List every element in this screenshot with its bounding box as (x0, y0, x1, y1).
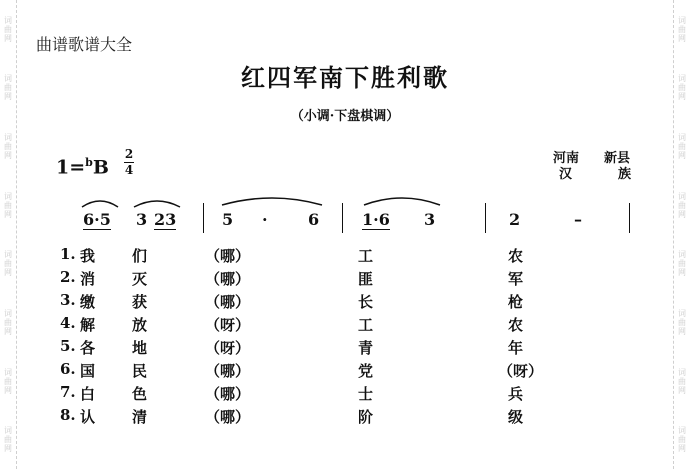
note: · (262, 210, 268, 229)
barline (485, 203, 486, 233)
watermark: 词 曲 网 (678, 426, 686, 454)
time-signature-bottom: 4 (124, 163, 134, 177)
lyric-word: 地 (132, 339, 148, 357)
lyric-row (0, 268, 690, 290)
lyric-word: 清 (132, 408, 148, 426)
watermark: 词 曲 网 (678, 308, 686, 336)
note: 3 (424, 210, 436, 229)
verse-number: 1. (60, 245, 76, 263)
lyric-particle: （哪） (205, 385, 251, 403)
watermark: 词 曲 网 (4, 133, 12, 161)
verse-number: 4. (60, 314, 76, 332)
key-prefix: 1= (56, 156, 86, 179)
slur (132, 195, 182, 209)
watermark: 词 曲 网 (678, 133, 686, 161)
lyric-word: 解 (80, 316, 96, 334)
lyric-particle: （哪） (205, 408, 251, 426)
origin-county (604, 151, 631, 183)
lyric-word: 认 (80, 408, 96, 426)
note: 6 (308, 210, 320, 229)
verse-number: 7. (60, 383, 76, 401)
lyric-word: 们 (132, 247, 148, 265)
watermark: 词 曲 网 (678, 191, 686, 219)
lyric-row (0, 383, 690, 405)
time-signature-top: 2 (124, 147, 134, 161)
lyric-word: 色 (132, 385, 148, 403)
lyric-word: 农 (508, 316, 524, 334)
lyric-word: 消 (80, 270, 96, 288)
lyric-word: 阶 (358, 408, 374, 426)
lyric-word: 匪 (358, 270, 374, 288)
lyric-word: 党 (358, 362, 374, 380)
watermark: 词 曲 网 (4, 308, 12, 336)
watermark: 词 曲 网 (4, 426, 12, 454)
lyric-word: 农 (508, 247, 524, 265)
verse-number: 5. (60, 337, 76, 355)
lyric-word: （呀） (498, 362, 544, 380)
lyric-word: 工 (358, 316, 374, 334)
lyric-row (0, 291, 690, 313)
watermark: 词 曲 网 (4, 191, 12, 219)
time-signature (124, 148, 134, 177)
note: – (574, 210, 582, 229)
watermark: 词 曲 网 (4, 15, 12, 43)
tie (220, 191, 324, 207)
flat-sign: b (85, 156, 93, 169)
lyric-row (0, 245, 690, 267)
note: 3 (136, 210, 148, 229)
origin-ethnicity-label: 汉 (559, 167, 573, 182)
barline (342, 203, 343, 233)
note: 1·6 (362, 210, 390, 229)
lyric-word: 青 (358, 339, 374, 357)
verse-number: 3. (60, 291, 76, 309)
watermark: 词 曲 网 (678, 74, 686, 102)
lyric-row (0, 360, 690, 382)
lyric-word: 国 (80, 362, 96, 380)
lyric-word: 士 (358, 385, 374, 403)
lyric-word: 级 (508, 408, 524, 426)
note: 2 (509, 210, 521, 229)
lyric-word: 灭 (132, 270, 148, 288)
watermark: 词 曲 网 (678, 367, 686, 395)
slur (80, 195, 120, 209)
lyric-row (0, 406, 690, 428)
note: 6·5 (83, 210, 111, 229)
song-subtitle: （小调·下盘棋调） (290, 109, 400, 124)
origin-province: 河南 (553, 151, 580, 166)
notation-line (0, 185, 690, 245)
verse-number: 8. (60, 406, 76, 424)
origin-region (553, 151, 579, 183)
lyric-word: 各 (80, 339, 96, 357)
lyric-word: 工 (358, 247, 374, 265)
watermark: 词 曲 网 (678, 250, 686, 278)
lyric-word: 长 (358, 293, 374, 311)
lyric-particle: （哪） (205, 270, 251, 288)
origin-ethnicity: 族 (618, 167, 632, 182)
lyric-word: 我 (80, 247, 96, 265)
watermark: 词 曲 网 (4, 250, 12, 278)
site-title: 曲谱歌谱大全 (36, 35, 133, 54)
barline (203, 203, 204, 233)
lyric-particle: （哪） (205, 362, 251, 380)
lyric-particle: （呀） (205, 339, 251, 357)
lyric-particle: （呀） (205, 316, 251, 334)
lyric-word: 兵 (508, 385, 524, 403)
key-note: B (92, 156, 109, 179)
barline (629, 203, 630, 233)
lyric-row (0, 314, 690, 336)
lyric-word: 枪 (508, 293, 524, 311)
lyric-particle: （哪） (205, 247, 251, 265)
note: 23 (154, 210, 177, 229)
lyric-word: 年 (508, 339, 524, 357)
lyric-word: 缴 (80, 293, 96, 311)
lyric-word: 获 (132, 293, 148, 311)
verse-number: 6. (60, 360, 76, 378)
lyric-word: 放 (132, 316, 148, 334)
note: 5 (222, 210, 234, 229)
lyric-particle: （哪） (205, 293, 251, 311)
verse-number: 2. (60, 268, 76, 286)
watermark: 词 曲 网 (678, 15, 686, 43)
watermark: 词 曲 网 (4, 74, 12, 102)
song-title: 红四军南下胜利歌 (241, 63, 449, 92)
lyric-word: 民 (132, 362, 148, 380)
origin-county-name: 新县 (604, 151, 631, 166)
tie (362, 191, 442, 207)
lyric-word: 军 (508, 270, 524, 288)
lyric-row (0, 337, 690, 359)
key-signature (56, 156, 109, 178)
watermark: 词 曲 网 (4, 367, 12, 395)
lyric-word: 白 (80, 385, 96, 403)
